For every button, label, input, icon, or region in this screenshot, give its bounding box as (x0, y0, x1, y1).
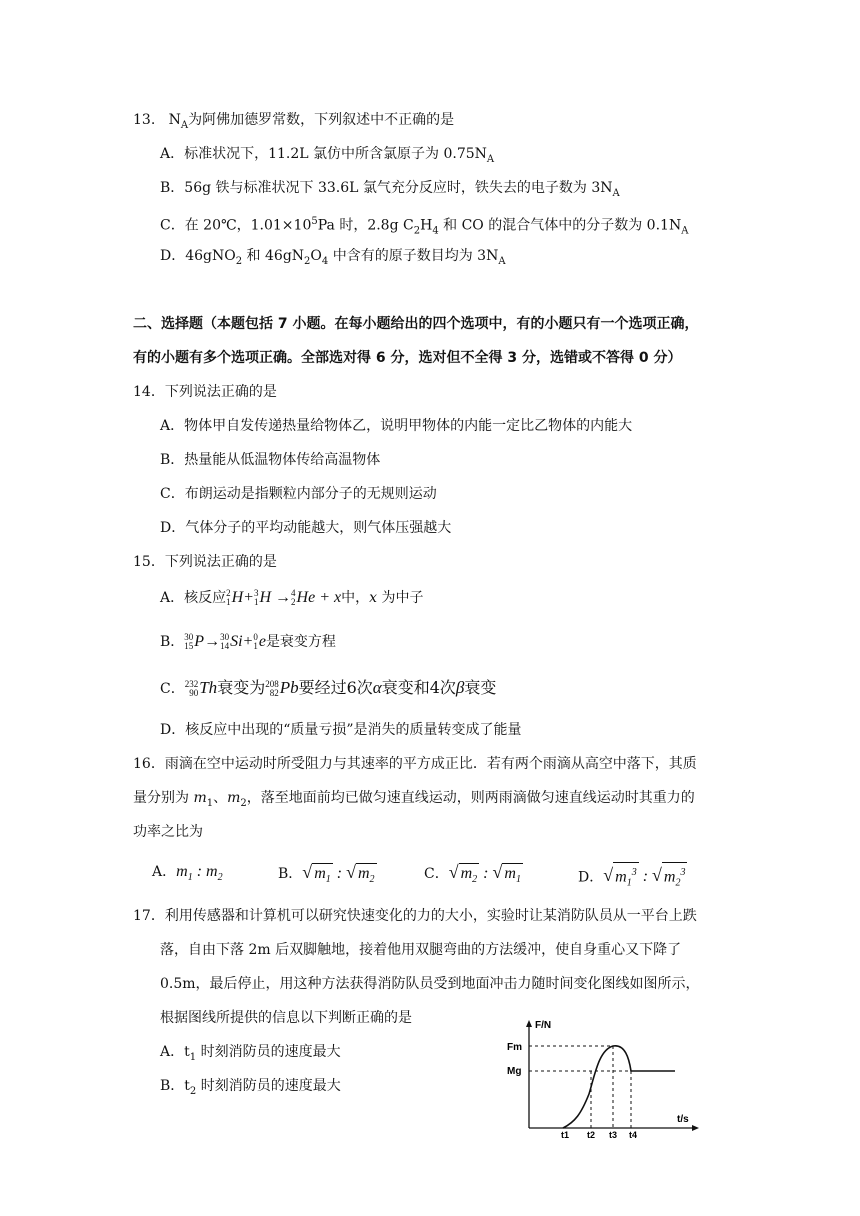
t1-tick: t1 (561, 1130, 570, 1138)
y-axis-arrow (526, 1020, 532, 1027)
y-axis-label: F/N (535, 1020, 552, 1031)
q15-b-equation: 30 15P→30 14Si+0 1e (184, 632, 266, 652)
q15-stem: 15．下列说法正确的是 (133, 554, 277, 570)
q14-option-c: C．布朗运动是指颗粒内部分子的无规则运动 (160, 486, 437, 502)
q14-option-b: B．热量能从低温物体传给高温物体 (160, 452, 381, 468)
q15-option-a: A．核反应2 1H+3 1H →4 2He + x中，x 为中子 (160, 588, 424, 608)
t2-tick: t2 (587, 1130, 596, 1138)
force-curve (563, 1046, 675, 1128)
q17-option-a: A．$t_1$ 时刻消防员的速度最大 (160, 1044, 341, 1063)
q13-option-d: D．46gNO$_2$ 和 $46gN_2O_4$ 中含有的原子数目均为 $3N_A$ (160, 248, 506, 267)
q17-line1: 17．利用传感器和计算机可以研究快速变化的力的大小，实验时让某消防队员从一平台上跌 (133, 908, 697, 924)
q17-line2: 落，自由下落 2m 后双脚触地，接着他用双腿弯曲的方法缓冲，使自身重心又下降了 (160, 942, 682, 958)
q15-option-c: C．232 90Th衰变为208 82Pb要经过6次α衰变和4次β衰变 (160, 678, 497, 699)
q13-option-b: B．56g 铁与标准状况下 33.6L 氯气充分反应时，铁失去的电子数为 $3N_A$ (160, 180, 620, 199)
q17-line3: 0.5m，最后停止，用这种方法获得消防队员受到地面冲击力随时间变化图线如图所示， (160, 976, 700, 992)
q16-line3: 功率之比为 (133, 824, 203, 840)
q17-option-b: B．$t_2$ 时刻消防员的速度最大 (160, 1078, 341, 1097)
q13-option-a: A．标准状况下，11.2L 氯仿中所含氯原子为 $0.75N_A$ (160, 146, 495, 165)
x-axis-arrow (692, 1125, 699, 1131)
q16-option-a: A．$m_1$ : $m_2$ (152, 863, 223, 884)
q17-line4: 根据图线所提供的信息以下判断正确的是 (160, 1010, 412, 1026)
force-time-graph (505, 1018, 705, 1138)
q16-option-c: C．√ $m_2$ : √ $m_1$ (424, 862, 523, 890)
q13-option-c: C．在 20℃，$1.01\times 10^5Pa$ 时，2.8g $C_2H_4$ 和 CO 的混合气体中的分子数为 $0.1N_A$ (160, 216, 689, 237)
mg-label: Mg (507, 1066, 522, 1077)
x-axis-label: t/s (677, 1114, 689, 1125)
t4-tick: t4 (629, 1130, 638, 1138)
q15-option-d: D．核反应中出现的“质量亏损”是消失的质量转变成了能量 (160, 722, 522, 738)
q16-line2: 量分别为 $m_1$、$m_2$，落至地面前均已做匀速直线运动，则两雨滴做匀速直线运动时其重力的 (133, 790, 695, 809)
q14-stem: 14．下列说法正确的是 (133, 384, 277, 400)
section2-heading-line1: 二、选择题（本题包括 7 小题。在每小题给出的四个选项中，有的小题只有一个选项正确， (133, 316, 699, 332)
q15-c-label: C． (160, 681, 185, 697)
q15-option-b: B．30 15P→30 14Si+0 1e是衰变方程 (160, 632, 336, 652)
q14-option-a: A．物体甲自发传递热量给物体乙，说明甲物体的内能一定比乙物体的内能大 (160, 418, 633, 434)
q13-stem: 13. $N_A$为阿佛加德罗常数，下列叙述中不正确的是 (133, 112, 455, 131)
q14-option-d: D．气体分子的平均动能越大，则气体压强越大 (160, 520, 452, 536)
q16-line1: 16．雨滴在空中运动时所受阻力与其速率的平方成正比．若有两个雨滴从高空中落下，其质 (133, 756, 697, 772)
section2-heading-line2: 有的小题有多个选项正确。全部选对得 6 分，选对但不全得 3 分，选错或不答得 0 分） (133, 350, 682, 366)
q16-option-d: D．√ $m_1^3$ : √ $m_2^3$ (578, 862, 687, 894)
q16-option-b: B．√ $m_1$ : √ $m_2$ (278, 862, 377, 890)
fm-label: Fm (507, 1042, 522, 1053)
t3-tick: t3 (609, 1130, 618, 1138)
q15-a-equation: 2 1H+3 1H →4 2He + x (226, 588, 342, 608)
